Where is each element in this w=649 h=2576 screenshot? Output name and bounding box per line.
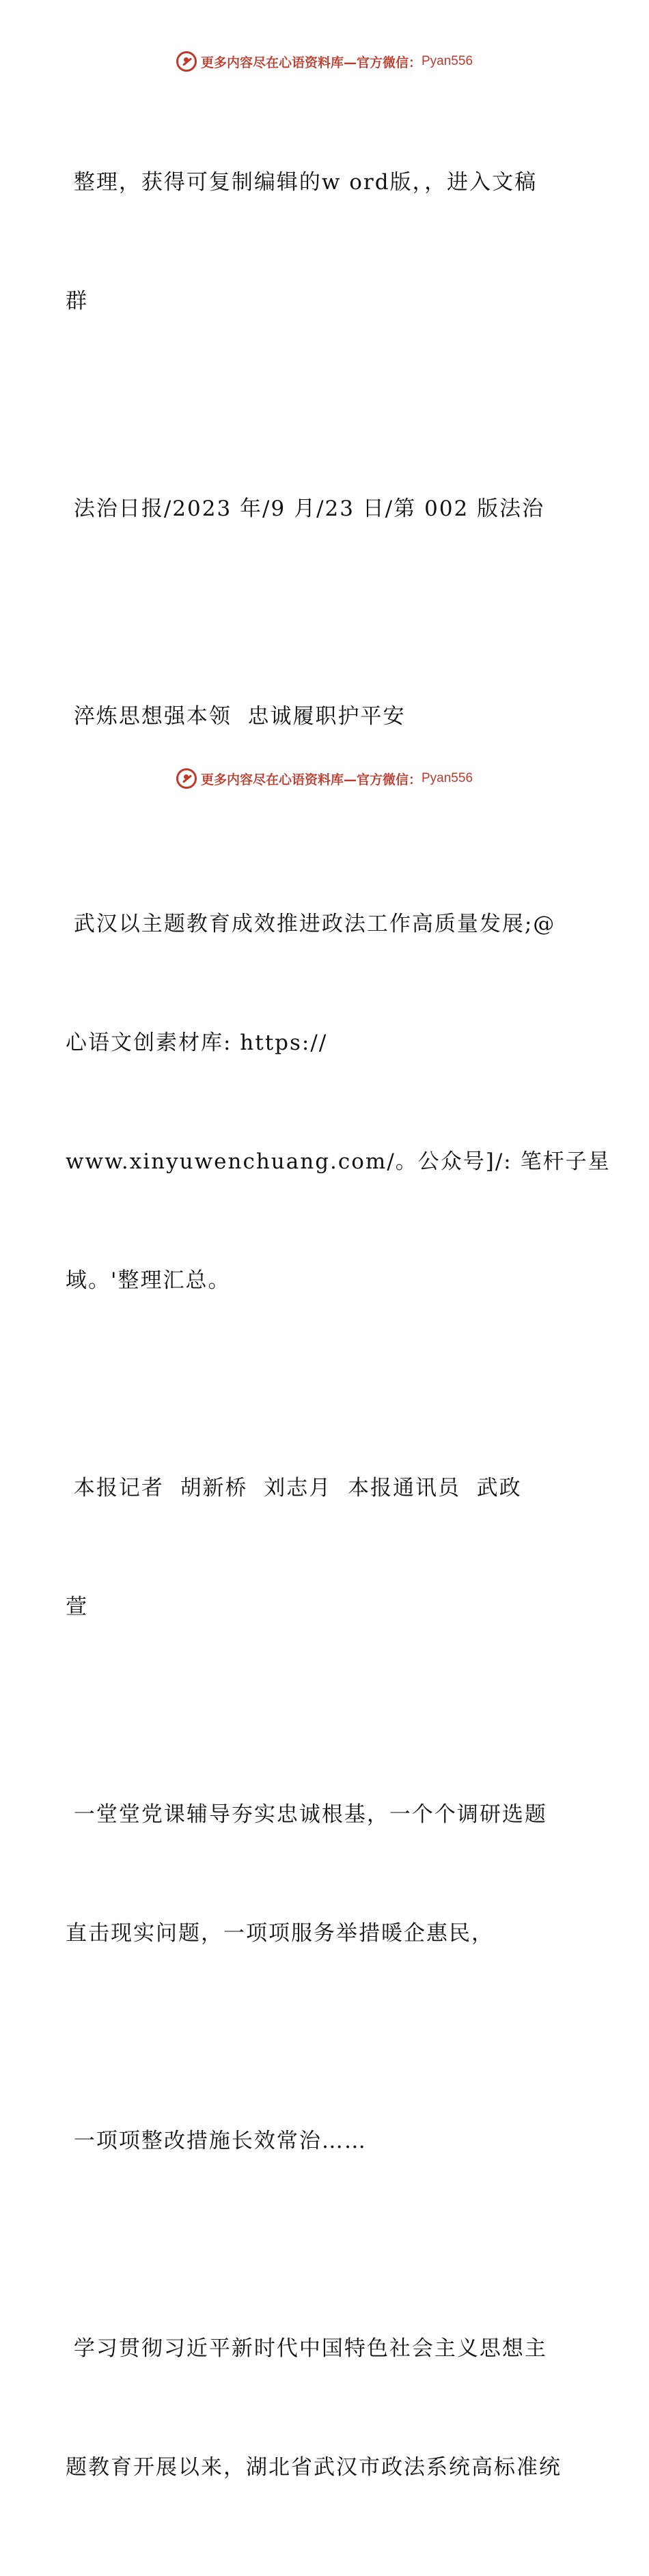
paragraph — [66, 2250, 585, 2566]
text-line: 域。'整理汇总。 — [66, 1268, 231, 1293]
text-line: 一项项整改措施长效常治…… — [66, 2129, 367, 2153]
text-line: 淬炼思想强本领 忠诚履职护平安 — [66, 704, 406, 729]
banner-wechat-id: Pyan556 — [422, 771, 473, 785]
text-line: 学习贯彻习近平新时代中国特色社会主义思想主 — [66, 2336, 547, 2361]
banner-text: 更多内容尽在心语资料库—官方微信： — [200, 55, 422, 70]
pen-logo-icon — [176, 51, 197, 72]
text-line: 一堂堂党课辅导夯实忠诚根基，一个个调研选题 — [66, 1802, 547, 1827]
text-line: 整理，获得可复制编辑的w ord版，，进入文稿 — [66, 170, 538, 195]
banner-wechat-id: Pyan556 — [422, 54, 473, 68]
paragraph — [66, 83, 585, 400]
text-line: 本报记者 胡新桥 刘志月 本报通讯员 武政 — [66, 1476, 522, 1500]
text-line: 心语文创素材库: https:// — [66, 1031, 328, 1055]
text-line: 武汉以主题教育成效推进政法工作高质量发展;@ — [66, 912, 556, 936]
paragraph — [66, 410, 585, 608]
header-banner — [0, 48, 649, 75]
text-line: 直击现实问题，一项项服务举措暖企惠民， — [66, 1921, 494, 1946]
text-line: 法治日报/2023 年/9 月/23 日/第 002 版法治 — [66, 496, 545, 521]
paragraph — [66, 2042, 585, 2240]
paragraph — [66, 1389, 585, 1706]
pen-logo-icon — [176, 768, 197, 789]
text-line: www.xinyuwenchuang.com/。公众号]/: 笔杆子星 — [66, 1149, 611, 1174]
paragraph — [66, 825, 611, 1380]
text-line: 题教育开展以来，湖北省武汉市政法系统高标准统 — [66, 2455, 562, 2480]
paragraph — [66, 1716, 585, 2032]
text-line: 萱 — [66, 1595, 88, 1619]
footer-banner — [0, 765, 649, 792]
banner-text: 更多内容尽在心语资料库—官方微信： — [200, 772, 422, 787]
text-line: 群 — [66, 289, 88, 313]
document-body — [66, 83, 611, 2576]
